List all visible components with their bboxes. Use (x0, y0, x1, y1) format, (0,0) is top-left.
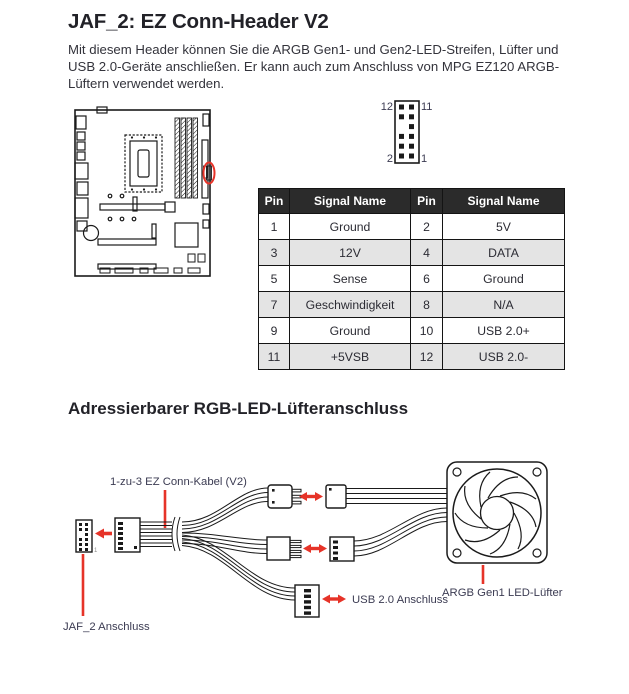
argb-male-connector (268, 485, 301, 508)
section-title: Adressierbarer RGB-LED-Lüfteranschluss (68, 399, 409, 418)
chipset (175, 223, 198, 247)
signal-cell: Sense (290, 266, 411, 292)
pin-cell: 6 (411, 266, 443, 292)
table-row (259, 240, 565, 266)
table-row (259, 266, 565, 292)
double-arrow-icon (303, 544, 327, 553)
table-header-row (259, 189, 565, 214)
col-header-pin: Pin (411, 189, 443, 214)
double-arrow-icon (299, 492, 323, 501)
cpu-socket (125, 135, 162, 192)
pin-cell: 4 (411, 240, 443, 266)
signal-cell: 12V (290, 240, 411, 266)
pin-cell: 8 (411, 292, 443, 318)
arrow-left-icon (95, 529, 112, 539)
fan-4pin-female-connector (330, 508, 447, 561)
fan-blades (455, 472, 536, 554)
signal-cell: DATA (443, 240, 565, 266)
argb-female-connector (326, 485, 447, 508)
pin-cell: 3 (259, 240, 290, 266)
pin-squares (399, 105, 414, 159)
jaf2-label: JAF_2 Anschluss (63, 621, 150, 633)
dimm-slots (175, 118, 198, 198)
fan-4pin-male-connector (267, 537, 301, 560)
double-arrow-icon (322, 595, 346, 604)
signal-cell: USB 2.0+ (443, 318, 565, 344)
col-header-signal: Signal Name (290, 189, 411, 214)
pin-cell: 1 (259, 214, 290, 240)
signal-cell: Ground (290, 214, 411, 240)
pin-label-11: 11 (421, 101, 433, 113)
pin-label-12: 12 (380, 101, 393, 113)
signal-cell: Geschwindigkeit (290, 292, 411, 318)
pin-cell: 2 (411, 214, 443, 240)
cable-label: 1-zu-3 EZ Conn-Kabel (V2) (110, 476, 247, 488)
signal-cell: +5VSB (290, 344, 411, 370)
usb-connector (295, 585, 319, 617)
usb-label: USB 2.0 Anschluss (352, 594, 449, 606)
expansion-slots (98, 197, 175, 269)
col-header-pin: Pin (259, 189, 290, 214)
fan-label: ARGB Gen1 LED-Lüfter (442, 587, 563, 599)
argb-fan (447, 462, 547, 563)
cable-main-connector (115, 518, 140, 552)
signal-cell: Ground (290, 318, 411, 344)
pin-table (258, 188, 565, 370)
cmos-battery (84, 226, 99, 241)
table-row (259, 344, 565, 370)
table-row (259, 292, 565, 318)
signal-cell: USB 2.0- (443, 344, 565, 370)
signal-cell: N/A (443, 292, 565, 318)
page-description: Mit diesem Header können Sie die ARGB Gen1- und Gen2-LED-Streifen, Lüfter und USB 2.0-Geräte anschließen. Er kann auch zum Anschluss von MPG EZ120 ARGB-Lüftern verwendet werden. (68, 42, 560, 91)
table-row (259, 318, 565, 344)
table-row (259, 214, 565, 240)
signal-cell: 5V (443, 214, 565, 240)
pin-cell: 10 (411, 318, 443, 344)
col-header-signal: Signal Name (443, 189, 565, 214)
pin-cell: 9 (259, 318, 290, 344)
page-title: JAF_2: EZ Conn-Header V2 (68, 10, 329, 33)
motherboard-diagram (70, 104, 218, 280)
pin-cell: 11 (259, 344, 290, 370)
pin-label-1: 1 (421, 153, 428, 165)
pin-cell: 5 (259, 266, 290, 292)
pin-cell: 12 (411, 344, 443, 370)
pin-cell: 7 (259, 292, 290, 318)
signal-cell: Ground (443, 266, 565, 292)
pin-header-diagram (376, 97, 440, 169)
cable-diagram (58, 438, 606, 678)
pin1-marker: 1 (94, 548, 98, 554)
jaf2-header-connector (76, 520, 98, 554)
wire-bundle (140, 488, 295, 600)
io-ports (75, 116, 88, 231)
pin-label-2: 2 (386, 153, 393, 165)
